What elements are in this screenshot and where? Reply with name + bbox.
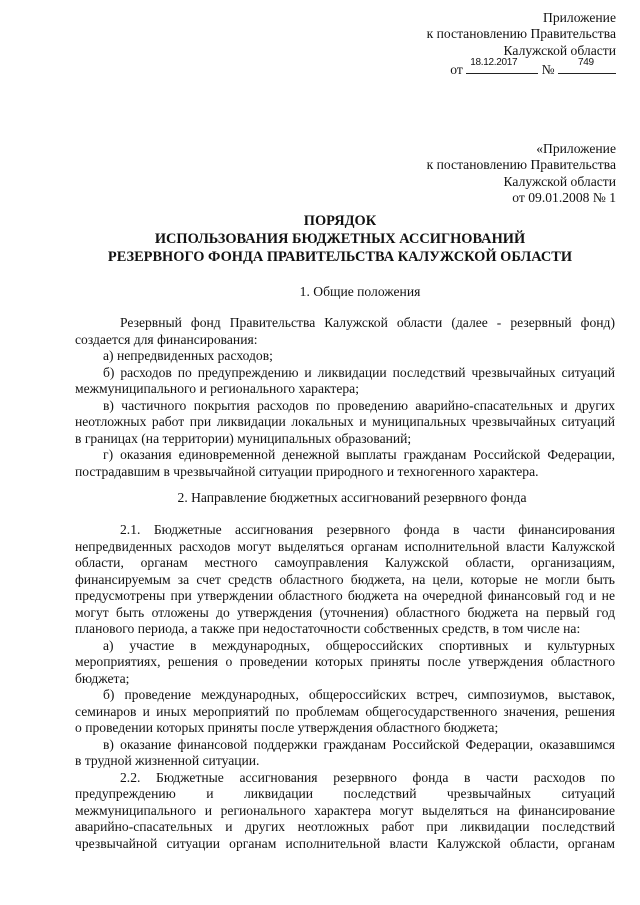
date-prefix: от bbox=[450, 62, 463, 78]
number-value: 749 bbox=[578, 56, 594, 68]
section1-line: межмуниципального и регионального характера; bbox=[75, 381, 359, 396]
title-line3: РЕЗЕРВНОГО ФОНДА ПРАВИТЕЛЬСТВА КАЛУЖСКОЙ ОБЛАСТИ bbox=[107, 249, 573, 265]
section2-line: б) проведение международных, общероссийских встреч, симпозиумов, выставок, bbox=[103, 687, 615, 702]
section2-line: предупреждению и ликвидации последствий чрезвычайных ситуаций bbox=[75, 786, 615, 801]
section1-line: в) частичного покрытия расходов по проведению аварийно-спасательных и других bbox=[103, 397, 615, 413]
section1-line: а) непредвиденных расходов; bbox=[103, 348, 273, 363]
appendix-new-line3: Калужской области bbox=[503, 42, 616, 58]
number-underline bbox=[558, 56, 616, 74]
section2-line: а) участие в международных, общероссийских спортивных и культурных bbox=[103, 637, 615, 653]
appendix-new-date-line bbox=[316, 56, 616, 78]
section2-line: планового периода, а также при недостаточности собственных средств, в том числе на: bbox=[75, 621, 581, 636]
section2-line: межмуниципального и регионального характера могут выделяться на финансирование bbox=[75, 802, 615, 818]
appendix-old-line1: «Приложение bbox=[536, 141, 616, 156]
section1-line: неотложных работ при ликвидации локальных и муниципальных чрезвычайных ситуаций bbox=[75, 414, 615, 429]
section2-line: аварийно-спасательных и других неотложных работ при ликвидации последствий bbox=[75, 819, 615, 834]
section2-line: семинаров и иных мероприятий по проблемам общегосударственного значения, решения bbox=[75, 703, 615, 719]
section2-heading: 2. Направление бюджетных ассигнований резервного фонда bbox=[177, 490, 527, 505]
section1-body bbox=[75, 315, 615, 480]
section1-line: г) оказания единовременной денежной выплаты гражданам Российской Федерации, bbox=[103, 447, 615, 462]
section1-line: создается для финансирования: bbox=[75, 331, 258, 347]
date-underline bbox=[466, 56, 538, 74]
appendix-old-line4: от 09.01.2008 № 1 bbox=[512, 190, 616, 206]
section2-line: 2.1. Бюджетные ассигнования резервного фонда в части финансирования bbox=[120, 522, 615, 537]
appendix-old-line2: к постановлению Правительства bbox=[426, 157, 616, 173]
section2-line: мероприятиях, решения о проведении которых приняты после утверждения областного bbox=[75, 654, 615, 669]
section2-line: непредвиденных расходов могут выделяться органам исполнительной власти Калужской bbox=[75, 538, 615, 554]
section2-body bbox=[75, 522, 615, 852]
section2-line: могут быть отложены до утверждения (уточнения) областного бюджета на первый год bbox=[75, 604, 615, 620]
section1-heading: 1. Общие положения bbox=[299, 284, 421, 299]
section2-line: в) оказание финансовой поддержки гражданам Российской Федерации, оказавшимся bbox=[103, 736, 615, 752]
section1-line: Резервный фонд Правительства Калужской области (далее - резервный фонд) bbox=[120, 315, 615, 330]
appendix-new-block bbox=[316, 10, 616, 79]
title-line2: ИСПОЛЬЗОВАНИЯ БЮДЖЕТНЫХ АССИГНОВАНИЙ bbox=[154, 231, 526, 247]
section2-line: предусмотрены при утверждении областного бюджета на очередной финансовый год и не bbox=[75, 588, 615, 603]
section2-line: области, органам местного самоуправления Калужской области, организациям, bbox=[75, 555, 615, 570]
number-prefix: № bbox=[541, 62, 555, 78]
appendix-old-block bbox=[316, 141, 616, 207]
appendix-new-line1: Приложение bbox=[543, 10, 616, 25]
appendix-old-line3: Калужской области bbox=[503, 173, 616, 189]
date-value: 18.12.2017 bbox=[470, 56, 518, 68]
section1-line: б) расходов по предупреждению и ликвидации последствий чрезвычайных ситуаций bbox=[103, 364, 615, 380]
section1-line: пострадавшим в чрезвычайной ситуации природного и техногенного характера. bbox=[75, 463, 539, 479]
section2-line: 2.2. Бюджетные ассигнования резервного фонда в части расходов по bbox=[120, 769, 615, 785]
section2-line: в трудной жизненной ситуации. bbox=[75, 753, 260, 768]
section1-line: в границах (на территории) муниципальных образований; bbox=[75, 430, 412, 446]
section2-line: бюджета; bbox=[75, 670, 130, 686]
section2-line: чрезвычайной ситуации органам исполнительной власти Калужской области, органам bbox=[75, 835, 615, 851]
section2-line: о проведении которых приняты после утверждения областного бюджета; bbox=[75, 720, 499, 735]
document-title bbox=[40, 212, 640, 266]
section2-line: финансируемым за счет средств областного бюджета, на цели, которые не могли быть bbox=[75, 571, 615, 587]
title-line1: ПОРЯДОК bbox=[303, 213, 377, 229]
appendix-new-line2: к постановлению Правительства bbox=[426, 26, 616, 42]
